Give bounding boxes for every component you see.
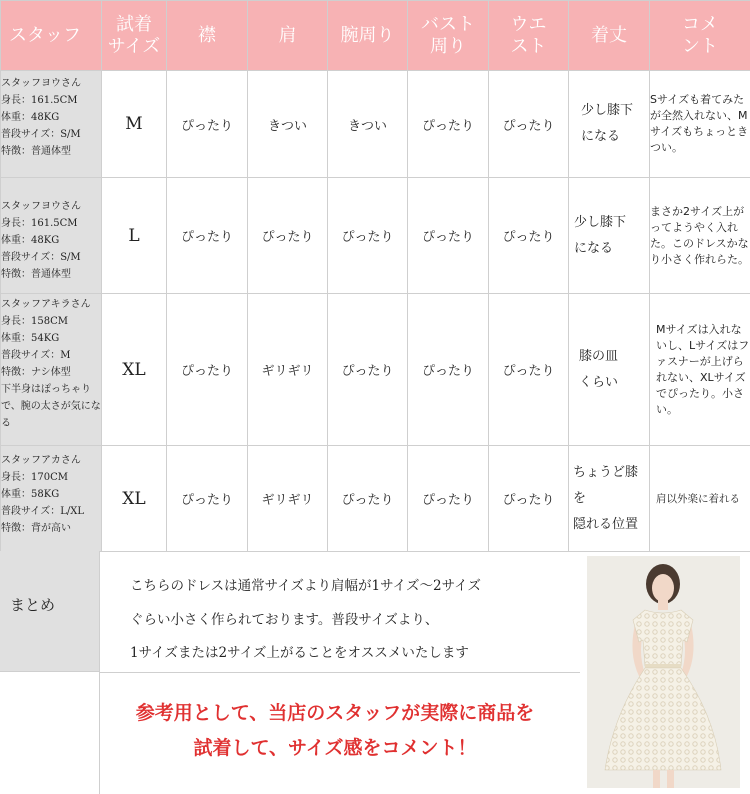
comment-cell: 肩以外楽に着れる <box>650 446 750 552</box>
staff-height: 身長：161.5CM <box>1 218 78 229</box>
staff-feature: 特徴：ナシ体型 <box>1 367 71 378</box>
staff-feature: 特徴：普通体型 <box>1 146 71 157</box>
size-cell: M <box>102 71 167 178</box>
length-cell: 少し膝下 になる <box>569 178 650 294</box>
staff-usual-size: 普段サイズ：S/M <box>1 252 81 263</box>
collar-cell: ぴったり <box>167 71 248 178</box>
staff-cell <box>1 294 102 446</box>
shoulder-cell: ギリギリ <box>248 446 328 552</box>
shoulder-cell: ギリギリ <box>248 294 328 446</box>
size-cell: XL <box>102 294 167 446</box>
table-row <box>1 178 750 294</box>
staff-usual-size: 普段サイズ：M <box>1 350 71 361</box>
summary-line: 1サイズまたは2サイズ上がることをオススメいたします <box>130 645 469 661</box>
staff-note: 下半身はぽっちゃりで、腕の太さが気になる <box>1 384 101 429</box>
staff-height: 身長：158CM <box>1 316 68 327</box>
collar-cell: ぴったり <box>167 446 248 552</box>
staff-cell <box>1 178 102 294</box>
summary-line: ぐらい小さく作られております。普段サイズより、 <box>130 612 439 628</box>
arm-cell: ぴったり <box>328 446 408 552</box>
header-comment: コメ ント <box>650 1 750 71</box>
size-cell: L <box>102 178 167 294</box>
header-bust: バスト 周り <box>408 1 489 71</box>
table-row <box>1 294 750 446</box>
header-arm: 腕周り <box>328 1 408 71</box>
staff-weight: 体重：54KG <box>1 333 60 344</box>
staff-name: スタッフヨウさん <box>1 201 81 212</box>
model-in-lace-dress-image <box>587 556 740 788</box>
staff-weight: 体重：48KG <box>1 112 60 123</box>
staff-weight: 体重：58KG <box>1 489 60 500</box>
staff-height: 身長：161.5CM <box>1 95 78 106</box>
summary-label-cell <box>0 551 100 672</box>
collar-cell: ぴったり <box>167 178 248 294</box>
bust-cell: ぴったり <box>408 178 489 294</box>
staff-name: スタッフアカさん <box>1 455 81 466</box>
staff-cell <box>1 446 102 552</box>
staff-usual-size: 普段サイズ：L/XL <box>1 506 84 517</box>
summary-label: まとめ <box>10 596 56 614</box>
staff-height: 身長：170CM <box>1 472 68 483</box>
bust-cell: ぴったり <box>408 446 489 552</box>
notice-line: 試着して、サイズ感をコメント！ <box>193 737 477 759</box>
length-cell: 膝の皿 くらい <box>569 294 650 446</box>
table-row <box>1 446 750 552</box>
header-size: 試着 サイズ <box>102 1 167 71</box>
comment-cell: Mサイズは入れないし、Lサイズはファスナーが上げられない、XLサイズでぴったり。小さい。 <box>650 294 750 446</box>
comment-cell: Sサイズも着てみたが全然入れない、Mサイズもちょっときつい。 <box>650 71 750 178</box>
staff-feature: 特徴：背が高い <box>1 523 71 534</box>
header-staff: スタッフ <box>1 1 102 71</box>
staff-name: スタッフヨウさん <box>1 78 81 89</box>
header-waist: ウエ スト <box>489 1 569 71</box>
header-collar: 襟 <box>167 1 248 71</box>
collar-cell: ぴったり <box>167 294 248 446</box>
bust-cell: ぴったり <box>408 294 489 446</box>
empty-label-cell <box>0 672 100 794</box>
shoulder-cell: ぴったり <box>248 178 328 294</box>
shoulder-cell: きつい <box>248 71 328 178</box>
waist-cell: ぴったり <box>489 178 569 294</box>
arm-cell: ぴったり <box>328 294 408 446</box>
size-cell: XL <box>102 446 167 552</box>
staff-cell <box>1 71 102 178</box>
table-row <box>1 71 750 178</box>
header-length: 着丈 <box>569 1 650 71</box>
staff-usual-size: 普段サイズ：S/M <box>1 129 81 140</box>
notice-line: 参考用として、当店のスタッフが実際に商品を <box>135 702 535 724</box>
staff-feature: 特徴：普通体型 <box>1 269 71 280</box>
staff-name: スタッフアキラさん <box>1 299 91 310</box>
comment-cell: まさか2サイズ上がってようやく入れた。このドレスかなり小さく作れらた。 <box>650 178 750 294</box>
staff-weight: 体重：48KG <box>1 235 60 246</box>
length-cell: 少し膝下 になる <box>569 71 650 178</box>
header-row <box>1 1 750 71</box>
waist-cell: ぴったり <box>489 446 569 552</box>
waist-cell: ぴったり <box>489 71 569 178</box>
dress-photo <box>587 556 740 788</box>
waist-cell: ぴったり <box>489 294 569 446</box>
header-shoulder: 肩 <box>248 1 328 71</box>
arm-cell: きつい <box>328 71 408 178</box>
summary-line: こちらのドレスは通常サイズより肩幅が1サイズ～2サイズ <box>130 578 482 594</box>
bust-cell: ぴったり <box>408 71 489 178</box>
arm-cell: ぴったり <box>328 178 408 294</box>
length-cell: ちょうど膝を 隠れる位置 <box>569 446 650 552</box>
